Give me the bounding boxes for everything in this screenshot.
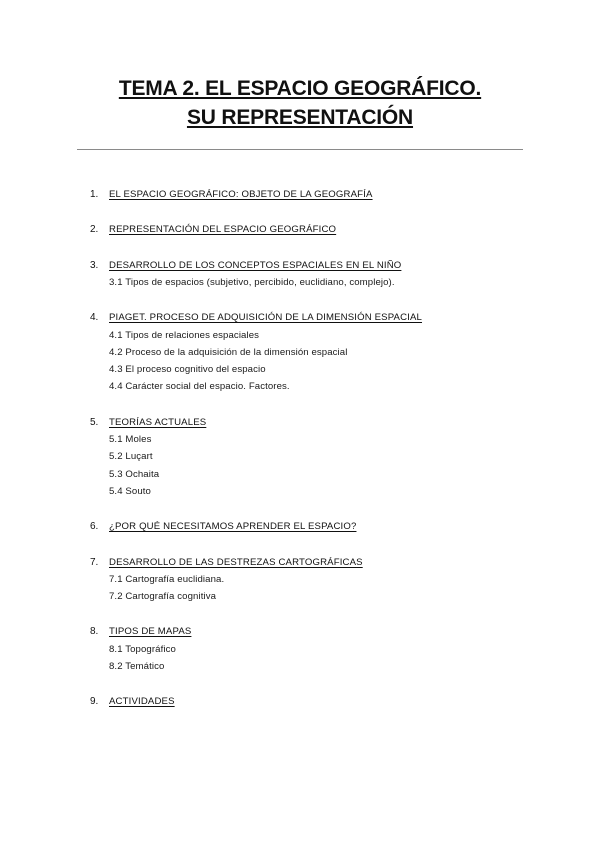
toc-subitem: 8.1 Topográfico bbox=[109, 643, 176, 655]
toc-heading[interactable]: PIAGET. PROCESO DE ADQUISICIÓN DE LA DIMENSIÓN ESPACIAL bbox=[109, 312, 423, 324]
toc-subitem: 4.2 Proceso de la adquisición de la dimensión espacial bbox=[109, 346, 348, 358]
toc-subitem: 5.4 Souto bbox=[109, 485, 151, 497]
toc-number: 7. bbox=[90, 556, 99, 568]
toc-subitem: 4.1 Tipos de relaciones espaciales bbox=[109, 329, 260, 341]
toc-number: 1. bbox=[90, 189, 99, 200]
toc-number: 8. bbox=[90, 626, 99, 638]
toc-heading[interactable]: EL ESPACIO GEOGRÁFICO: OBJETO DE LA GEOGRAFÍA bbox=[109, 189, 373, 200]
toc-subitem: 3.1 Tipos de espacios (subjetivo, percibido, euclidiano, complejo). bbox=[109, 276, 395, 288]
toc-subitem: 5.2 Luçart bbox=[109, 451, 153, 463]
toc-heading[interactable]: TEORÍAS ACTUALES bbox=[109, 416, 207, 428]
toc-heading[interactable]: DESARROLLO DE LAS DESTREZAS CARTOGRÁFICAS bbox=[109, 556, 363, 568]
toc-number: 2. bbox=[90, 224, 99, 236]
toc-subitem: 4.3 El proceso cognitivo del espacio bbox=[109, 364, 266, 376]
toc-heading[interactable]: REPRESENTACIÓN DEL ESPACIO GEOGRÁFICO bbox=[109, 224, 337, 236]
toc-subitem: 7.2 Cartografía cognitiva bbox=[109, 591, 217, 603]
toc-subitem: 8.2 Temático bbox=[109, 661, 165, 672]
toc-number: 6. bbox=[90, 521, 99, 533]
toc-number: 3. bbox=[90, 259, 99, 271]
toc-heading[interactable]: DESARROLLO DE LOS CONCEPTOS ESPACIALES EN EL NIÑO bbox=[109, 259, 402, 271]
toc-number: 9. bbox=[90, 696, 99, 708]
toc-heading[interactable]: ¿POR QUÉ NECESITAMOS APRENDER EL ESPACIO? bbox=[109, 521, 357, 533]
toc-subitem: 5.3 Ochaita bbox=[109, 468, 160, 480]
toc-heading[interactable]: ACTIVIDADES bbox=[109, 696, 175, 708]
toc-subitem: 7.1 Cartografía euclidiana. bbox=[109, 573, 225, 585]
title-divider bbox=[77, 149, 523, 150]
title-line-2: SU REPRESENTACIÓN bbox=[186, 106, 414, 129]
title-line-1: TEMA 2. EL ESPACIO GEOGRÁFICO. bbox=[118, 77, 482, 100]
toc-subitem: 4.4 Carácter social del espacio. Factores. bbox=[109, 381, 290, 393]
document-title bbox=[0, 74, 600, 132]
toc-heading[interactable]: TIPOS DE MAPAS bbox=[109, 626, 192, 638]
toc-number: 4. bbox=[90, 312, 99, 324]
toc-subitem: 5.1 Moles bbox=[109, 434, 152, 445]
toc-number: 5. bbox=[90, 416, 99, 428]
